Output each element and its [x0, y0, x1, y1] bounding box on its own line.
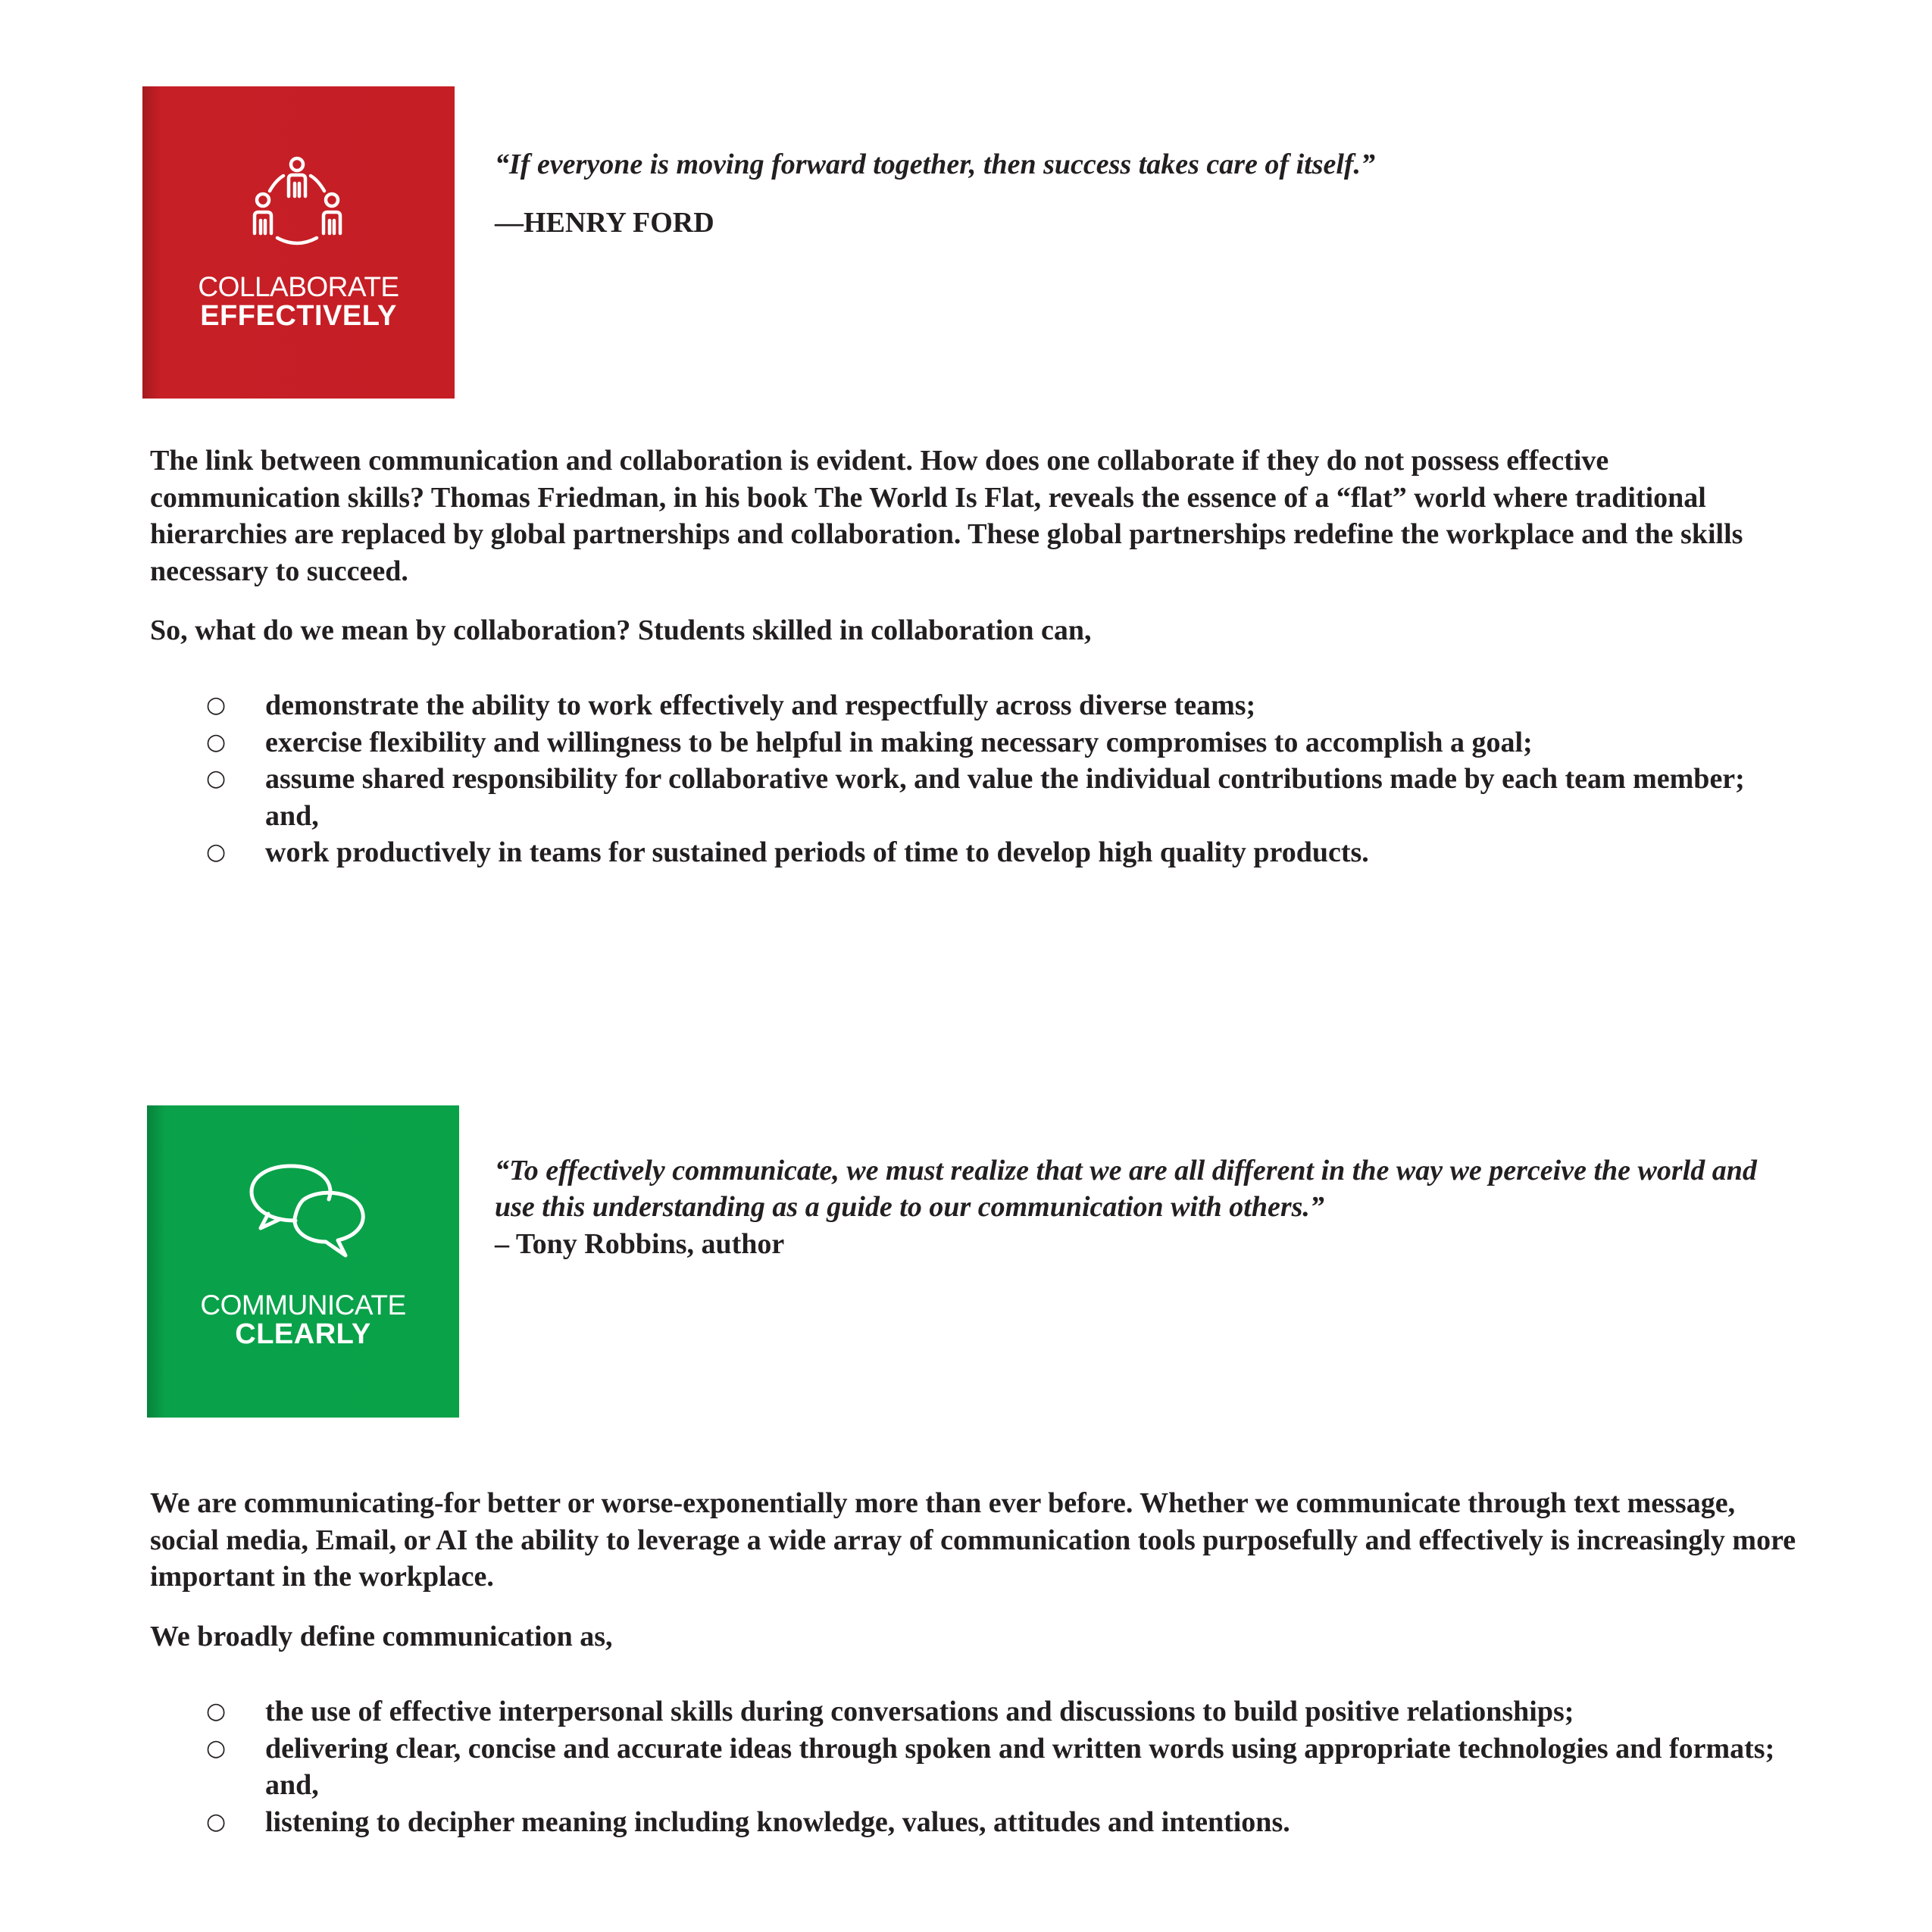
collaboration-definition-lead: So, what do we mean by collaboration? Students skilled in collaboration can,	[150, 614, 1092, 646]
tony-robbins-quote: “To effectively communicate, we must realize that we are all different in the way we perceive the world and use this understanding as a guide to our communication with others.”	[495, 1155, 1757, 1223]
list-item-text: the use of effective interpersonal skills during conversations and discussions to build positive relationships;	[265, 1696, 1574, 1727]
bullet-circle-icon: ○	[206, 765, 227, 792]
quote-attribution: —HENRY FORD	[495, 207, 714, 239]
quote-attribution: – Tony Robbins, author	[495, 1228, 785, 1260]
list-item	[0, 834, 1780, 871]
badge-title-light: COLLABORATE	[198, 271, 399, 302]
list-item	[0, 724, 1780, 761]
communication-definition-lead: We broadly define communication as,	[150, 1621, 613, 1652]
list-item	[0, 1730, 1780, 1804]
bullet-circle-icon: ○	[206, 692, 227, 718]
bullet-circle-icon: ○	[206, 1808, 227, 1835]
speech-bubbles-icon	[147, 1105, 459, 1418]
list-item-text: listening to decipher meaning including knowledge, values, attitudes and intentions.	[265, 1805, 1290, 1838]
list-item-text: work productively in teams for sustained periods of time to develop high quality products.	[265, 836, 1369, 868]
communicate-clearly-badge	[147, 1105, 459, 1418]
communication-skills-list	[0, 1693, 1932, 1840]
list-item-text: delivering clear, concise and accurate ideas through spoken and written words using appropriate technologies and formats; and,	[265, 1732, 1775, 1801]
badge-title-bold: EFFECTIVELY	[200, 300, 397, 332]
bullet-circle-icon: ○	[206, 1734, 227, 1762]
henry-ford-quote: “If everyone is moving forward together, then success takes care of itself.”	[495, 148, 1376, 180]
bullet-circle-icon: ○	[206, 1698, 227, 1724]
collaborate-effectively-badge	[142, 86, 455, 399]
bullet-circle-icon: ○	[206, 728, 227, 755]
people-circle-icon	[142, 86, 455, 399]
badge-title-bold: CLEARLY	[235, 1318, 371, 1350]
badge-title-light: COMMUNICATE	[200, 1290, 406, 1321]
list-item	[0, 1693, 1780, 1730]
list-item-text: assume shared responsibility for collaborative work, and value the individual contributions made by each team member; and,	[265, 763, 1745, 832]
communication-intro-paragraph: We are communicating-for better or worse-exponentially more than ever before. Whether we communicate through text message, social media, Email, or AI the ability to leverage a wide array of communication tools purposefully and effectively is increasingly more important in the workplace.	[150, 1487, 1796, 1593]
list-item	[0, 687, 1780, 724]
list-item	[0, 1804, 1780, 1841]
list-item-text: demonstrate the ability to work effectively and respectfully across diverse teams;	[265, 689, 1256, 721]
bullet-circle-icon: ○	[206, 839, 227, 865]
collaboration-skills-list	[0, 687, 1932, 871]
list-item-text: exercise flexibility and willingness to be helpful in making necessary compromises to accomplish a goal;	[265, 726, 1533, 758]
collaboration-intro-paragraph: The link between communication and collaboration is evident. How does one collaborate if they do not possess effective communication skills? Thomas Friedman, in his book The World Is Flat, reveals the essence of a “flat” world where traditional hierarchies are replaced by global partnerships and collaboration. These global partnerships redefine the workplace and the skills necessary to succeed.	[150, 445, 1743, 587]
list-item	[0, 761, 1780, 834]
